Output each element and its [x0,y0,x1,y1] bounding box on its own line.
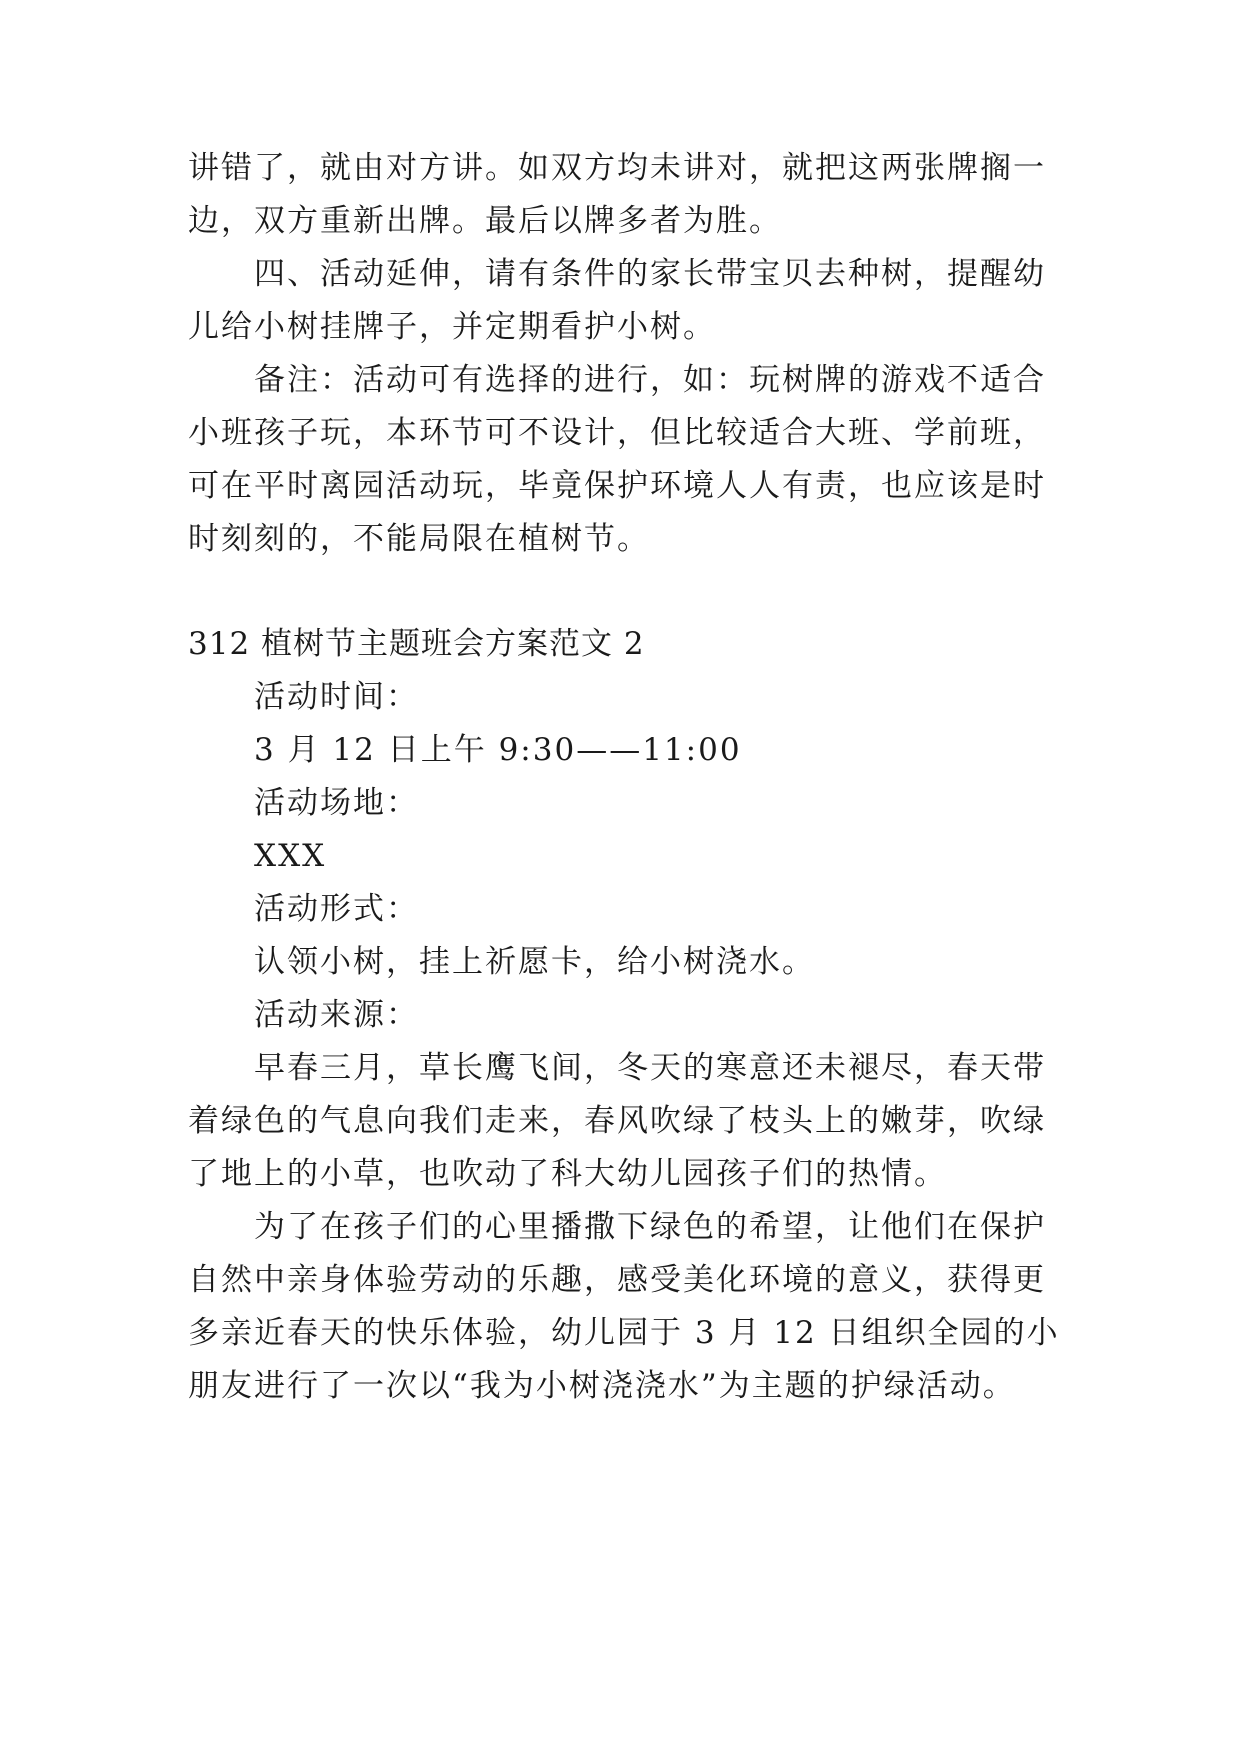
paragraph-line: 可在平时离园活动玩，毕竟保护环境人人有责，也应该是时 [188,468,1046,504]
paragraph-line: 儿给小树挂牌子，并定期看护小树。 [188,309,716,345]
paragraph-line: 四、活动延伸，请有条件的家长带宝贝去种树，提醒幼 [254,256,1046,292]
paragraph-line: 小班孩子玩，本环节可不设计，但比较适合大班、学前班， [188,415,1046,451]
paragraph-line: 备注：活动可有选择的进行，如：玩树牌的游戏不适合 [254,362,1046,398]
paragraph-line: 时刻刻的，不能局限在植树节。 [188,521,650,557]
paragraph-line: 多亲近春天的快乐体验，幼儿园于 3 月 12 日组织全园的小 [188,1315,1060,1351]
paragraph-line: 边，双方重新出牌。最后以牌多者为胜。 [188,203,782,239]
paragraph-line: 自然中亲身体验劳动的乐趣，感受美化环境的意义，获得更 [188,1262,1046,1298]
paragraph-line: 认领小树，挂上祈愿卡，给小树浇水。 [254,944,815,980]
section-title: 312 植树节主题班会方案范文 2 [188,626,645,662]
paragraph-line: 了地上的小草，也吹动了科大幼儿园孩子们的热情。 [188,1156,947,1192]
paragraph-line: 活动形式： [254,891,419,927]
paragraph-line: 为了在孩子们的心里播撒下绿色的希望，让他们在保护 [254,1209,1046,1245]
paragraph-line: 早春三月，草长鹰飞间，冬天的寒意还未褪尽，春天带 [254,1050,1046,1086]
paragraph-line: 朋友进行了一次以“我为小树浇浇水”为主题的护绿活动。 [188,1368,1016,1404]
paragraph-line: 活动场地： [254,785,419,821]
paragraph-line: 着绿色的气息向我们走来，春风吹绿了枝头上的嫩芽，吹绿 [188,1103,1046,1139]
paragraph-line: 3 月 12 日上午 9:30——11:00 [254,732,742,768]
paragraph-line: XXX [254,838,327,874]
paragraph-line: 活动时间： [254,679,419,715]
paragraph-line: 活动来源： [254,997,419,1033]
paragraph-line: 讲错了，就由对方讲。如双方均未讲对，就把这两张牌搁一 [188,150,1046,186]
